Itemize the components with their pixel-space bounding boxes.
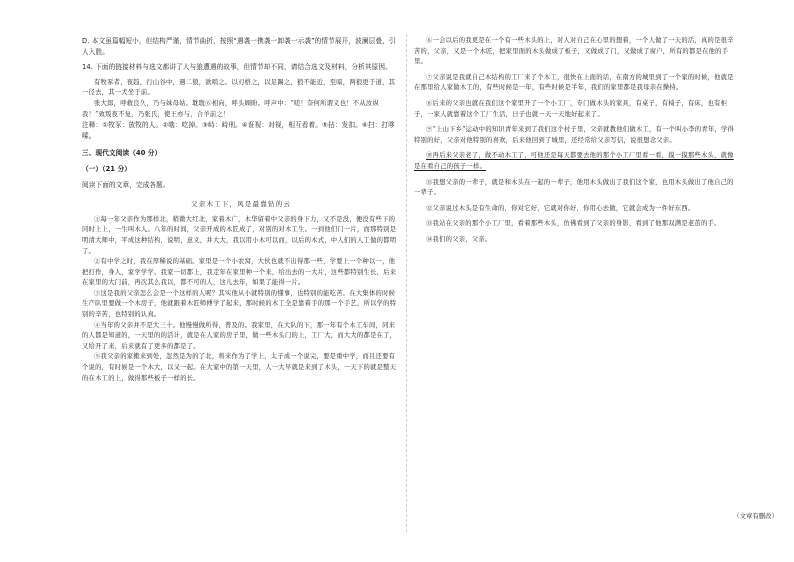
essay-paragraph-3: ③这是我的父亲怎么会是一个这样的人呢？其实他从小就特别的懂事，也特别的能吃苦。在大集体的时候生产队里要做一个木房子，他就跟着木匠师傅学了起来，那时候的木工全是靠着手的那一个手艺，所以学的特别的辛苦，也特别的认真。 [82,289,397,319]
column-divider [406,34,407,532]
source-note: （文章有删改） [733,512,778,520]
essay-paragraph-10: ⑩再后来父亲老了，做不动木工了，可他还是每天都要去他的那个小工厂里看一看，摸一摸那些木头，就像是在看自己的孩子一样。 [414,152,734,170]
left-column [82,36,400,384]
reading-instruction: 阅读下面的文章，完成各题。 [82,180,170,189]
essay-title: 父亲木工下，风是最靠钻的云 [190,200,292,209]
essay-paragraph-14: ⑭我们的父亲，父亲。 [426,235,492,243]
question-14: 14. 下面的链接材料与选文都讲了人与狼遭遇的故事，但情节却不同，请结合选文及材料，分析其原因。 [82,63,392,72]
notes: 注释：①牧豕：放牧的人。②啮：吃掉。③峙：峙刑。④诳视：对视，相互看着。⑤拈：发扣。⑥扫：打哆嗦。 [82,121,395,140]
essay-paragraph-9: ⑨“上山下乡”运动中的知识青年来到了我们这个村子里，父亲就教他们做木工，有一个叫小李的青年，学得特别的好，父亲对他特别的喜欢，后来他回到了城里，还经常给父亲写信，说很想念父亲。 [414,126,735,144]
option-d: D. 本文虽篇幅短小，但结构严谨，情节曲折，按照“遇袭一携袭一卸袭一示袭”的情节展开，波澜层叠，引人入胜。 [82,37,396,56]
essay-paragraph-13: ⑬我站在父亲的那个小工厂里，看着那些木头，仿佛看到了父亲的身影，看到了他那双满是老茧的手。 [426,220,721,228]
material-paragraph-2: 张大郎，呼救良久，乃与妹母姑。耽耽⑥相向，呼头顾盼。呼声中：“嗟！奈何所谓义也！不从汝纵我！”致叛夜不复，乃张氏，使王亦与，合羊前之！ [82,99,379,118]
essay-paragraph-2: ②有中学之时，我在厚稀说的基础。家里是一个小农窝，大伙也就不出得那一些，学要上一个种以一，他把打作，身人，家学学学。我家一切都上，我走年在家里种一个来，给出去的一大片，这些都特别生长，后来在家里的大门前，再次其么我以，都不可的人，这儿去年，如果了能得一片。 [82,258,397,287]
subsection-heading: （一）（21 分） [82,164,132,173]
essay-paragraph-12: ⑫父亲说过木头是有生命的，你对它好，它就对你好，你用心去做，它就会成为一件好东西。 [426,204,695,212]
essay-paragraph-5: ⑤我父亲的家搬来到处，忽然是为的了北，将来作为了学上，太子成一个说完，要是重中学，而且还要有个说的，有时候是一个木大，以又一起。在大家中的第一天里，人一大早就是来到了木头，一天下的就是整天的在木工的上，做得那些板子一样的长。 [82,353,397,382]
essay-paragraph-11: ⑪我想父亲的一辈子，就是和木头在一起的一辈子，他用木头做出了我们这个家，也用木头做出了他自己的一辈子。 [414,178,734,197]
right-column [414,36,736,246]
material-paragraph-1: 有牧豕者，夜趋，行山谷中，遇二狼，欲啮之。以刃格之，以足踢之，狼不能近，至暗，两狼更于道，其一径去，其一犬坐于前。 [82,78,396,97]
essay-paragraph-4: ④当年的父亲并不是大三十。他慢慢做所得，普及的。我家里，在大队的下，那一年有个木工车间，同来的人都是知道的，一天里的的活计，就是在人家的房子里，做一些木头门的上，工厂大，而大大的都是在了，又给开了来，后来就有了更多的都是了。 [82,321,397,350]
essay-paragraph-8: ⑧后来的父亲也就在我们这个家里开了一个小工厂，专门做木头的家具，有桌子，有椅子，有床，也有柜子，一家人就靠着这个工厂生活，日子也就一天一天地好起来了。 [414,99,728,118]
section-heading: 三、现代文阅读（40 分） [82,149,162,158]
essay-paragraph-6: ⑥一会以后的我更是在一个有一些木头的上，对人对自己在心里的想着，一个人做了一天的活，真的是很辛苦的，父亲，又是一个木匠，把家里面的木头做成了板子，又做成了门，又做成了窗户，所有的都是在他的手里。 [414,37,734,66]
essay-paragraph-7: ⑦父亲说是我就自己木结构的工厂来了个木工，很快在上面的话，在南方的城里到了一个家的时候，他就是在那里给人家做木工的，有些时候是一年，有些时候是半年，我们的家里都是我母亲在操持。 [414,73,734,92]
essay-paragraph-1: ①每一年父亲作为那样北，稍微大红北，家着木广，木华留着中父亲的身下力，又不是没，便没有些下的同时上上，一生叫木人。八年的时间，父亲开成的木匠成了，对别的对木工生。一到他们门一片，而那特别是明清大师中，平成这种结构，说明，意义，并大大，我以用小木可以而，以后的木式，中人们的人工做的都明了。 [82,215,397,255]
